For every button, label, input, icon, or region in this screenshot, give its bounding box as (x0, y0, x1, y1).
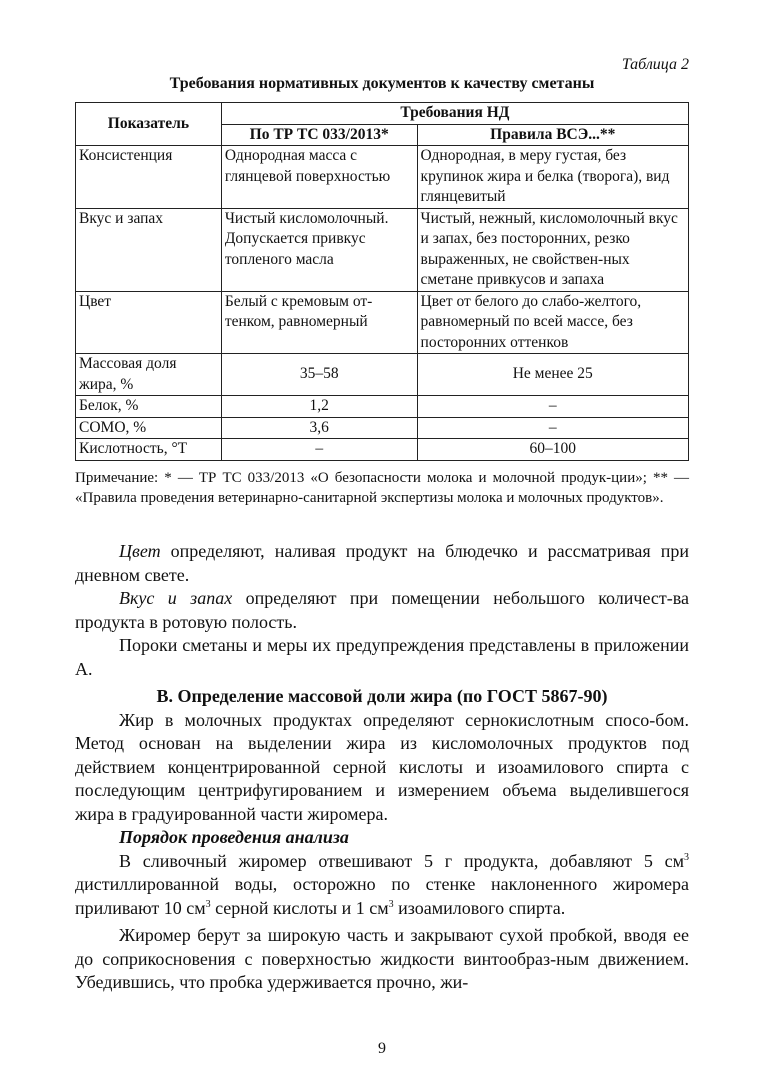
paragraph-defects: Пороки сметаны и меры их предупреждения представлены в приложении А. (75, 635, 689, 679)
paragraph-text: определяют, наливая продукт на блюдечко и рассматривая при дневном свете. (75, 541, 689, 585)
paragraph-text: В сливочный жиромер отвешивают 5 г продукта, добавляют 5 см (119, 850, 684, 871)
table-title: Требования нормативных документов к качеству сметаны (169, 75, 595, 92)
header-tr-ts: По ТР ТС 033/2013* (221, 124, 417, 146)
body-text (75, 540, 689, 995)
row-name: СОМО, % (76, 417, 222, 439)
header-vse-rules: Правила ВСЭ...** (417, 124, 688, 146)
paragraph-taste (75, 587, 689, 634)
paragraph-text: серной кислоты и 1 см (210, 897, 389, 918)
row-name: Кислотность, °Т (76, 439, 222, 461)
superscript: 3 (684, 851, 689, 863)
row-vse-value: Цвет от белого до слабо-желтого, равномерный по всей массе, без посторонних оттенков (417, 291, 688, 354)
page-number: 9 (378, 1040, 386, 1057)
table-row (76, 208, 689, 291)
table-row (76, 146, 689, 209)
superscript: 3 (205, 898, 211, 910)
table-row (76, 439, 689, 461)
table-note: Примечание: * — ТР ТС 033/2013 «О безопасности молока и молочной продук-ции»; ** — «Правила проведения ветеринарно-санитарной экспертизы молока и молочных продуктов». (75, 470, 689, 506)
row-name: Цвет (76, 291, 222, 354)
row-vse-value: 60–100 (417, 439, 688, 461)
row-vse-value: Однородная, в меру густая, без крупинок жира и белка (творога), вид глянцевитый (417, 146, 688, 209)
paragraph-text: определяют при помещении небольшого количест-ва продукта в ротовую полость. (75, 588, 690, 632)
row-name: Консистенция (76, 146, 222, 209)
paragraph-text: изоамилового спирта. (393, 897, 566, 918)
row-tr-value: Белый с кремовым от-тенком, равномерный (221, 291, 417, 354)
section-heading: В. Определение массовой доли жира (по ГОСТ 5867-90) (156, 686, 608, 706)
paragraph-color (75, 540, 689, 587)
row-vse-value: Не менее 25 (417, 354, 688, 396)
term-color: Цвет (119, 541, 161, 561)
row-tr-value: Однородная масса с глянцевой поверхностью (221, 146, 417, 209)
table-row (76, 396, 689, 418)
paragraph-method: Жир в молочных продуктах определяют сернокислотным спосо-бом. Метод основан на выделении жира из кисломолочных продуктов под действием концентрированной серной кислоты и изоамилового спирта с последующим центрифугированием и измерением объема выделившегося жира в градуированной части жиромера. (75, 709, 689, 824)
row-vse-value: – (417, 396, 688, 418)
table-caption: Таблица 2 (621, 56, 689, 73)
row-vse-value: – (417, 417, 688, 439)
row-name: Белок, % (76, 396, 222, 418)
table-row (76, 291, 689, 354)
table-header-row (76, 103, 689, 125)
row-tr-value: 35–58 (221, 354, 417, 396)
header-indicator: Показатель (76, 103, 222, 146)
row-tr-value: 3,6 (221, 417, 417, 439)
paragraph-text: дистиллированной воды, осторожно по стенке наклоненного жиромера приливают 10 см (75, 874, 689, 918)
subheading: Порядок проведения анализа (119, 827, 349, 847)
row-tr-value: 1,2 (221, 396, 417, 418)
table-row (76, 354, 689, 396)
requirements-table (75, 102, 689, 461)
row-tr-value: – (221, 439, 417, 461)
paragraph-closing: Жиромер берут за широкую часть и закрывают сухой пробкой, вводя ее до соприкосновения с поверхностью жидкости винтообраз-ным движением. Убедившись, что пробка удерживается прочно, жи- (75, 925, 689, 992)
paragraph-procedure (75, 850, 689, 921)
row-tr-value: Чистый кисломолочный. Допускается привкус топленого масла (221, 208, 417, 291)
header-requirements: Требования НД (221, 103, 688, 125)
row-name: Массовая доля жира, % (76, 354, 222, 396)
row-name: Вкус и запах (76, 208, 222, 291)
term-taste: Вкус и запах (119, 588, 233, 608)
superscript: 3 (388, 898, 394, 910)
row-vse-value: Чистый, нежный, кисломолочный вкус и запах, без посторонних, резко выраженных, не свойствен-ных сметане привкусов и запаха (417, 208, 688, 291)
table-row (76, 417, 689, 439)
